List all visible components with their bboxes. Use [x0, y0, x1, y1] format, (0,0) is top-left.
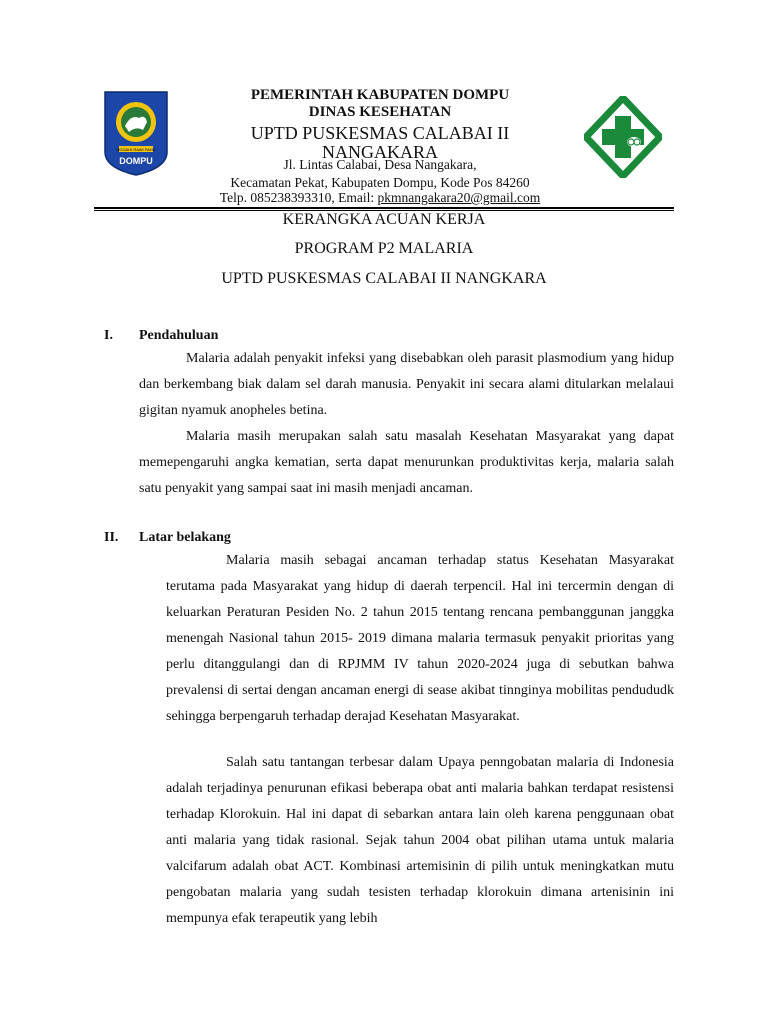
kop-line-dinas: DINAS KESEHATAN	[308, 104, 452, 120]
paragraph-pendahuluan-2: Malaria masih merupakan salah satu masalah Kesehatan Masyarakat yang dapat memepengaruhi angka kematian, serta dapat menurunkan produktivitas kerja, malaria salah satu penyakit yang sampai saat ini masih menjadi ancaman.	[139, 429, 674, 496]
section-number-2: II.	[104, 530, 119, 545]
section-title-latar-belakang: Latar belakang	[139, 530, 231, 545]
paragraph-latar-belakang-1: Malaria masih sebagai ancaman terhadap status Kesehatan Masyarakat terutama pada Masyarakat yang hidup di daerah terpencil. Hal ini tercermin dengan di keluarkan Peraturan Pesiden No. 2 tahun 2015 tentang rencana pembanggunan janggka menengah Nasional tahun 2015- 2019 dimana malaria termasuk penyakit prioritas yang perlu ditanggulangi dan di RPJMM IV tahun 2020-2024 juga di sebutkan bahwa prevalensi di sertai dengan ancaman energi di sease akibat tinnginya mobilitas pendududk sehingga berpengaruh terhadap derajad Kesehatan Masyarakat.	[166, 553, 674, 724]
kop-email-link[interactable]: pkmnangakara20@gmail.com	[377, 190, 541, 205]
puskesmas-logo	[584, 96, 662, 178]
dompu-crest-logo	[103, 90, 169, 176]
kop-phone: Telp. 085238393310, Email:	[219, 190, 378, 205]
kop-line-nangakara: NANGAKARA	[322, 142, 438, 162]
paragraph-pendahuluan-1: Malaria adalah penyakit infeksi yang disebabkan oleh parasit plasmodium yang hidup dan berkembang biak dalam sel darah manusia. Penyakit ini secara alami ditularkan melalaui gigitan nyamuk anopheles betina.	[139, 351, 674, 418]
doc-title-program: PROGRAM P2 MALARIA	[294, 240, 474, 257]
doc-title-kak: KERANGKA ACUAN KERJA	[282, 211, 486, 228]
kop-line-uptd: UPTD PUSKESMAS CALABAI II	[250, 123, 510, 143]
section-title-pendahuluan: Pendahuluan	[139, 328, 219, 343]
section-number-1: I.	[104, 328, 113, 343]
crest-banner-text: NGGAHI RAWI PAHU	[116, 147, 156, 152]
paragraph-latar-belakang-2: Salah satu tantangan terbesar dalam Upaya penngobatan malaria di Indonesia adalah terjadinya penurunan efikasi beberapa obat anti malaria bahkan terdapat resistensi terhadap Klorokuin. Hal ini dapat di sebarkan antara lain oleh karena penggunaan obat anti malaria yang tidak rasional. Sejak tahun 2004 obat pilihan utama untuk malaria valcifarum adalah obat ACT. Kombinasi artemisinin di pilih untuk meningkatkan mutu pengobatan malaria yang sudah tesisten terhadap klorokuin dimana artenisinin ini mempunya efak terapeutik yang lebih	[166, 755, 674, 926]
crest-name-text: DOMPU	[119, 156, 153, 166]
kop-contact	[180, 190, 580, 206]
doc-title-uptd: UPTD PUSKESMAS CALABAI II NANGKARA	[221, 270, 547, 287]
kop-line-pemerintah: PEMERINTAH KABUPATEN DOMPU	[250, 87, 510, 103]
kop-address-1: Jl. Lintas Calabai, Desa Nangakara,	[283, 157, 477, 172]
kop-address-2: Kecamatan Pekat, Kabupaten Dompu, Kode Pos 84260	[230, 175, 530, 190]
kop-divider-thick	[94, 207, 674, 209]
